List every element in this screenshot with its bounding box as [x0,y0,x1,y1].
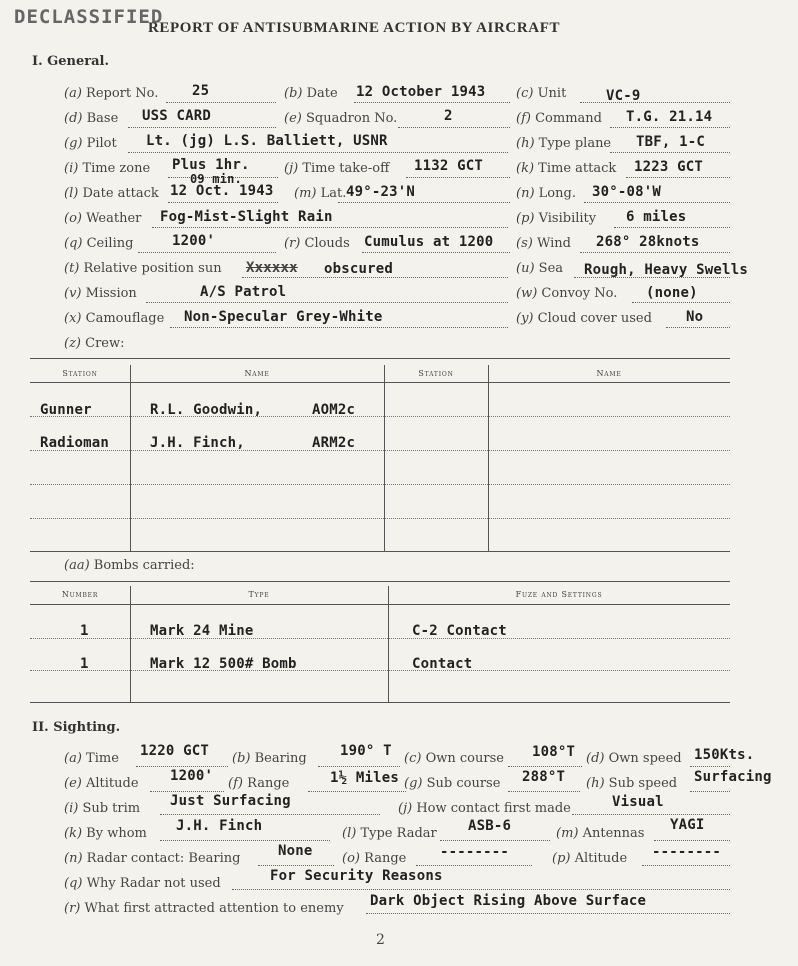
clouds-value: Cumulus at 1200 [364,234,494,250]
first-attracted-label: (r) What first attracted attention to enemy [64,901,344,916]
rel-pos-sun-label: (t) Relative position sun [64,261,222,276]
own-speed-value: 150Kts. [694,747,755,763]
table-row: AOM2c [312,402,356,418]
own-course-value: 108°T [532,744,576,760]
camouflage-label: (x) Camouflage [64,311,165,326]
table-row: ARM2c [312,435,356,451]
date-value: 12 October 1943 [356,84,486,100]
table-row: 1 [80,656,89,672]
wind-label: (s) Wind [516,236,571,251]
how-contact-value: Visual [612,794,664,810]
convoy-value: (none) [646,285,698,301]
squadron-label: (e) Squadron No. [284,111,398,126]
table-row: Gunner [40,402,92,418]
mission-value: A/S Patrol [200,284,287,300]
type-plane-value: TBF, 1-C [636,134,706,150]
by-whom-label: (k) By whom [64,826,147,841]
base-value: USS CARD [142,108,212,124]
time-zone-value: Plus 1hr. [172,157,250,173]
range-label: (f) Range [228,776,290,791]
radar-altitude-value: -------- [652,844,722,860]
table-row: R.L. Goodwin, [150,402,263,418]
why-radar-label: (q) Why Radar not used [64,876,221,891]
sub-speed-label: (h) Sub speed [586,776,678,791]
sub-course-label: (g) Sub course [404,776,501,791]
time-takeoff-label: (j) Time take-off [284,161,390,176]
date-attack-value: 12 Oct. 1943 [170,183,274,199]
how-contact-label: (j) How contact first made [398,801,571,816]
bombs-header-number: Number [61,590,99,599]
table-row: Radioman [40,435,110,451]
declassified-stamp: DECLASSIFIED [14,6,164,28]
crew-header-name-1: Name [244,369,270,378]
by-whom-value: J.H. Finch [176,818,263,834]
why-radar-value: For Security Reasons [270,868,443,884]
visibility-label: (p) Visibility [516,211,597,226]
altitude-label: (e) Altitude [64,776,139,791]
cloud-cover-value: No [686,309,704,325]
table-row: C-2 Contact [412,623,507,639]
clouds-label: (r) Clouds [284,236,350,251]
section-sighting-heading: II. Sighting. [32,720,121,735]
bombs-header-type: Type [248,590,270,599]
range-value: 1½ Miles [330,770,400,786]
radar-altitude-label: (p) Altitude [552,851,628,866]
sea-value: Rough, Heavy Swells [584,262,748,278]
long-label: (n) Long. [516,186,576,201]
bombs-header-fuze: Fuze and Settings [515,590,603,599]
radar-bearing-value: None [278,843,313,859]
sub-trim-label: (i) Sub trim [64,801,141,816]
cloud-cover-label: (y) Cloud cover used [516,311,652,326]
table-row: Mark 12 500# Bomb [150,656,297,672]
altitude-value: 1200' [170,768,214,784]
report-no-label: (a) Report No. [64,86,159,101]
table-row: J.H. Finch, [150,435,245,451]
rel-pos-sun-value: obscured [324,261,394,277]
crew-header-station-2: Station [418,369,454,378]
date-label: (b) Date [284,86,338,101]
report-no-value: 25 [192,83,210,99]
radar-range-label: (o) Range [342,851,407,866]
crew-header-name-2: Name [596,369,622,378]
own-course-label: (c) Own course [404,751,504,766]
lat-value: 49°-23'N [346,184,416,200]
type-plane-label: (h) Type plane [516,136,612,151]
type-radar-label: (l) Type Radar [342,826,437,841]
unit-value: VC-9 [606,88,641,104]
document-title: REPORT OF ANTISUBMARINE ACTION BY AIRCRAFT [148,20,561,36]
base-label: (d) Base [64,111,119,126]
sighting-bearing-value: 190° T [340,743,392,759]
table-row: 1 [80,623,89,639]
sub-speed-value: Surfacing [694,769,772,785]
time-zone-label: (i) Time zone [64,161,151,176]
radar-bearing-label: (n) Radar contact: Bearing [64,851,241,866]
sea-label: (u) Sea [516,261,564,276]
time-zone-minutes-value: 09 min. [190,172,242,186]
unit-label: (c) Unit [516,86,567,101]
ceiling-label: (q) Ceiling [64,236,134,251]
sighting-bearing-label: (b) Bearing [232,751,307,766]
pilot-label: (g) Pilot [64,136,117,151]
lat-label: (m) Lat. [294,186,347,201]
own-speed-label: (d) Own speed [586,751,682,766]
ceiling-value: 1200' [172,233,216,249]
date-attack-label: (l) Date attack [64,186,159,201]
command-value: T.G. 21.14 [626,109,713,125]
convoy-label: (w) Convoy No. [516,286,618,301]
section-general-heading: I. General. [32,54,109,69]
mission-label: (v) Mission [64,286,137,301]
wind-value: 268° 28knots [596,234,700,250]
sighting-time-value: 1220 GCT [140,743,210,759]
table-row: Contact [412,656,473,672]
type-radar-value: ASB-6 [468,818,512,834]
time-attack-value: 1223 GCT [634,159,704,175]
crew-label: (z) Crew: [64,336,125,351]
page-number: 2 [376,932,385,948]
crew-header-station-1: Station [62,369,98,378]
sub-course-value: 288°T [522,769,566,785]
sub-trim-value: Just Surfacing [170,793,291,809]
command-label: (f) Command [516,111,602,126]
table-row: Mark 24 Mine [150,623,254,639]
long-value: 30°-08'W [592,184,662,200]
weather-value: Fog-Mist-Slight Rain [160,209,333,225]
first-attracted-value: Dark Object Rising Above Surface [370,893,647,909]
rel-pos-sun-struck-value: Xxxxxx [246,260,298,276]
antennas-value: YAGI [670,817,705,833]
weather-label: (o) Weather [64,211,142,226]
radar-range-value: -------- [440,844,510,860]
time-takeoff-value: 1132 GCT [414,158,484,174]
antennas-label: (m) Antennas [556,826,645,841]
visibility-value: 6 miles [626,209,687,225]
bombs-label: (aa) Bombs carried: [64,558,195,573]
time-attack-label: (k) Time attack [516,161,617,176]
camouflage-value: Non-Specular Grey-White [184,309,383,325]
sighting-time-label: (a) Time [64,751,119,766]
pilot-value: Lt. (jg) L.S. Balliett, USNR [146,133,388,149]
squadron-value: 2 [444,108,453,124]
